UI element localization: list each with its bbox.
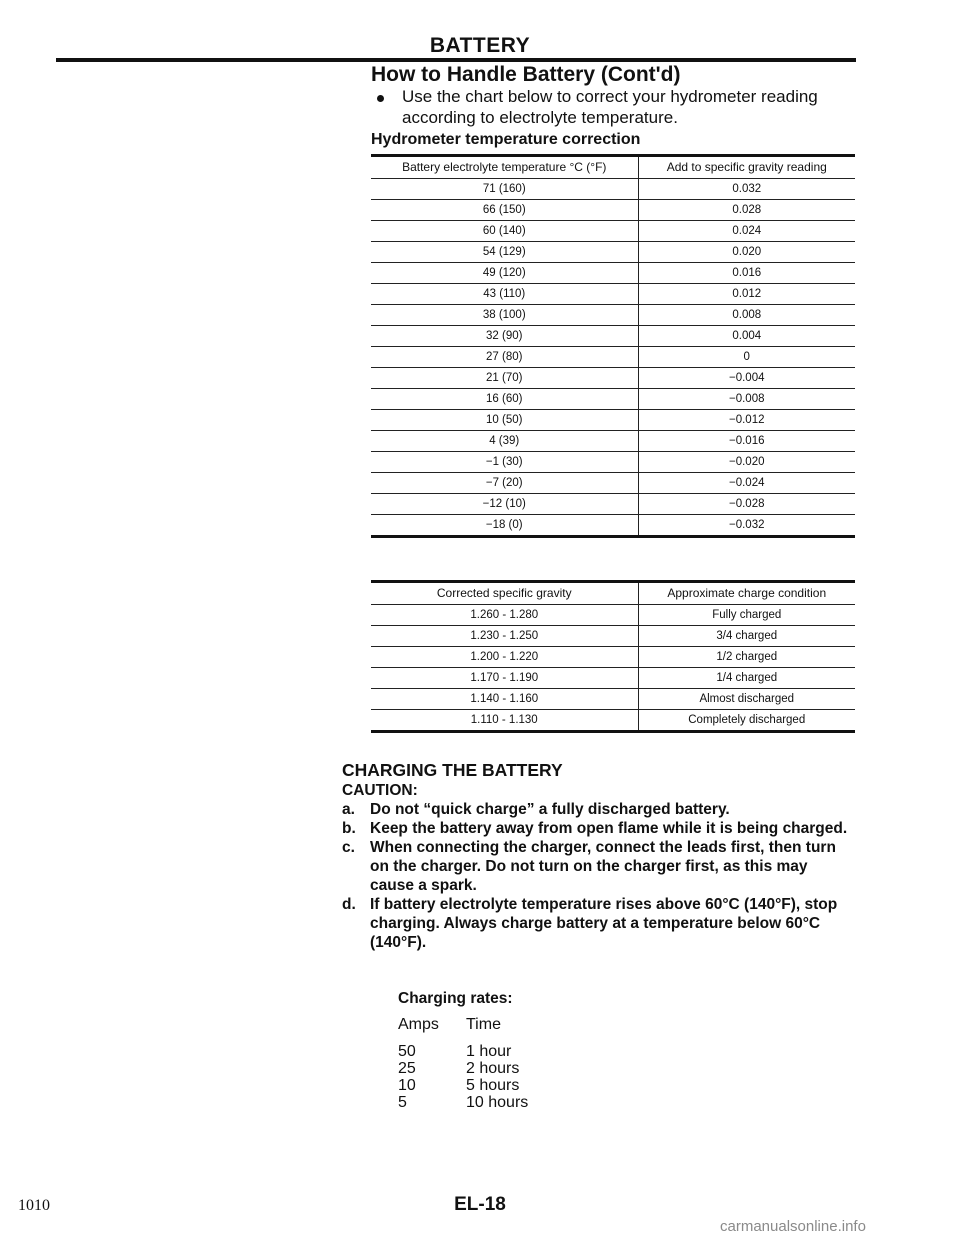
table-row: [371, 410, 855, 431]
table-cell: 1.200 - 1.220: [371, 647, 638, 668]
caution-list: [342, 800, 854, 952]
table-cell: 49 (120): [371, 263, 638, 284]
table-cell: 1/2 charged: [638, 647, 855, 668]
caution-item: [342, 895, 854, 952]
table-cell: Fully charged: [638, 605, 855, 626]
table-cell: 10 (50): [371, 410, 638, 431]
table-row: [371, 689, 855, 710]
table-row: [371, 200, 855, 221]
table-cell: Almost discharged: [638, 689, 855, 710]
section-title: BATTERY: [429, 34, 531, 57]
table-cell: −0.016: [638, 431, 855, 452]
intro-bullet: [371, 86, 851, 128]
table-row: [371, 626, 855, 647]
table-cell: 66 (150): [371, 200, 638, 221]
page-code: EL-18: [454, 1194, 506, 1215]
caution-letter: d.: [342, 896, 356, 913]
table-cell: 0.008: [638, 305, 855, 326]
table-row: [371, 284, 855, 305]
table-cell: −12 (10): [371, 494, 638, 515]
rate-time: 2 hours: [466, 1060, 520, 1077]
table-header-row: [371, 582, 855, 605]
table-row: [371, 710, 855, 732]
caution-letter: c.: [342, 839, 355, 856]
table-cell: 43 (110): [371, 284, 638, 305]
table-cell: 1/4 charged: [638, 668, 855, 689]
table-cell: 1.110 - 1.130: [371, 710, 638, 732]
charging-heading: CHARGING THE BATTERY: [342, 760, 563, 780]
table-row: [371, 326, 855, 347]
table-cell: 0: [638, 347, 855, 368]
table-row: [371, 452, 855, 473]
table-cell: 0.028: [638, 200, 855, 221]
column-header: Corrected specific gravity: [371, 582, 638, 605]
rate-amps: 25: [398, 1060, 416, 1077]
caution-item: [342, 819, 854, 838]
caution-text: If battery electrolyte temperature rises above 60°C (140°F), stop charging. Always charge battery at a temperature below 60°C (140°F).: [370, 896, 838, 951]
table-cell: 4 (39): [371, 431, 638, 452]
caution-letter: a.: [342, 801, 355, 818]
watermark: carmanualsonline.info: [720, 1218, 866, 1235]
rates-row: [398, 1043, 528, 1060]
rates-row: [398, 1060, 528, 1077]
table-row: [371, 305, 855, 326]
table-cell: 60 (140): [371, 221, 638, 242]
caution-item: [342, 800, 854, 819]
header-rule: [56, 58, 856, 62]
table-cell: −0.012: [638, 410, 855, 431]
rates-header-row: [398, 1016, 528, 1043]
column-header: Add to specific gravity reading: [638, 156, 855, 179]
table-row: [371, 494, 855, 515]
table-cell: 1.260 - 1.280: [371, 605, 638, 626]
charge-condition-table: [371, 580, 855, 733]
table-cell: 3/4 charged: [638, 626, 855, 647]
page-number: 1010: [18, 1197, 50, 1214]
table-row: [371, 647, 855, 668]
table-cell: 32 (90): [371, 326, 638, 347]
table-row: [371, 347, 855, 368]
table-cell: 0.012: [638, 284, 855, 305]
temperature-correction-table: [371, 154, 855, 538]
table-cell: 38 (100): [371, 305, 638, 326]
table-cell: −0.008: [638, 389, 855, 410]
caution-text: Keep the battery away from open flame while it is being charged.: [370, 820, 848, 837]
table-row: [371, 431, 855, 452]
rate-amps: 10: [398, 1077, 416, 1094]
caution-text: Do not “quick charge” a fully discharged battery.: [370, 801, 730, 818]
table-row: [371, 221, 855, 242]
caution-item: [342, 838, 854, 895]
table-cell: 0.020: [638, 242, 855, 263]
table-header-row: [371, 156, 855, 179]
table-cell: −0.020: [638, 452, 855, 473]
table-cell: −0.028: [638, 494, 855, 515]
rate-amps: 5: [398, 1094, 407, 1111]
table-row: [371, 515, 855, 537]
rates-row: [398, 1077, 528, 1094]
caution-text: When connecting the charger, connect the leads first, then turn on the charger. Do not turn on the charger first, as this may cause a spark.: [370, 839, 836, 894]
bullet-dot-icon: [377, 95, 384, 102]
column-header: Battery electrolyte temperature °C (°F): [371, 156, 638, 179]
table-row: [371, 242, 855, 263]
rates-column-header: Amps: [398, 1016, 439, 1033]
table-cell: 27 (80): [371, 347, 638, 368]
table-row: [371, 368, 855, 389]
table-row: [371, 389, 855, 410]
table-cell: 0.024: [638, 221, 855, 242]
caution-label: CAUTION:: [342, 782, 418, 799]
table-cell: 16 (60): [371, 389, 638, 410]
temperature-table-caption: Hydrometer temperature correction: [371, 131, 641, 148]
table-cell: −7 (20): [371, 473, 638, 494]
table-cell: 1.140 - 1.160: [371, 689, 638, 710]
table-cell: −0.024: [638, 473, 855, 494]
caution-letter: b.: [342, 820, 356, 837]
table-cell: −1 (30): [371, 452, 638, 473]
table-cell: 54 (129): [371, 242, 638, 263]
rate-time: 1 hour: [466, 1043, 512, 1060]
intro-bullet-text: Use the chart below to correct your hydrometer reading according to electrolyte temperature.: [402, 87, 818, 127]
charging-rates-table: [398, 1016, 528, 1111]
table-cell: 1.170 - 1.190: [371, 668, 638, 689]
table-row: [371, 605, 855, 626]
table-cell: −0.004: [638, 368, 855, 389]
table-row: [371, 473, 855, 494]
table-cell: 0.004: [638, 326, 855, 347]
table-row: [371, 668, 855, 689]
rate-amps: 50: [398, 1043, 416, 1060]
charging-rates-label: Charging rates:: [398, 990, 513, 1007]
table-cell: Completely discharged: [638, 710, 855, 732]
rate-time: 10 hours: [466, 1094, 529, 1111]
rate-time: 5 hours: [466, 1077, 520, 1094]
table-cell: 0.032: [638, 179, 855, 200]
table-cell: −18 (0): [371, 515, 638, 537]
page-subheading: How to Handle Battery (Cont'd): [371, 63, 681, 86]
table-row: [371, 263, 855, 284]
column-header: Approximate charge condition: [638, 582, 855, 605]
table-cell: 0.016: [638, 263, 855, 284]
table-cell: −0.032: [638, 515, 855, 537]
rates-row: [398, 1094, 528, 1111]
table-cell: 71 (160): [371, 179, 638, 200]
rates-column-header: Time: [466, 1016, 501, 1033]
table-cell: 1.230 - 1.250: [371, 626, 638, 647]
table-cell: 21 (70): [371, 368, 638, 389]
table-row: [371, 179, 855, 200]
